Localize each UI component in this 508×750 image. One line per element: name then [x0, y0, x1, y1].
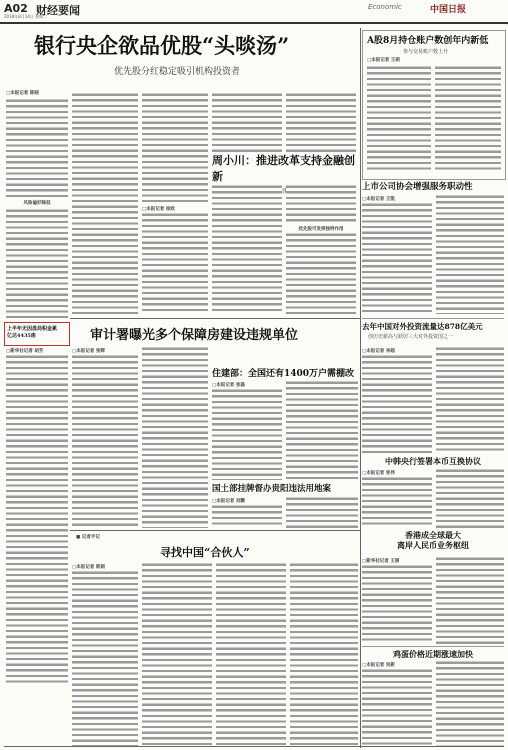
egg-story-headline [362, 646, 504, 661]
main-story-headline [6, 30, 358, 90]
main-story-body-col5 [286, 92, 356, 152]
left-box-title: 上半年无因盘局积金累 亿达4435座 [7, 326, 58, 339]
left-box-body [6, 354, 68, 684]
zhou-story-body-col4 [286, 232, 356, 314]
land-story-headline [212, 482, 358, 496]
hk-body-col1 [362, 564, 432, 644]
section-title: 财经要闻 [36, 4, 80, 17]
partner-body-col2 [142, 562, 212, 746]
egg-body-col2 [436, 660, 504, 746]
sidebar-title: A股8月持仓账户数创年内新低 [367, 36, 489, 46]
housing-body-col1 [212, 388, 282, 480]
zhou-story-body-col1 [142, 212, 208, 314]
egg-body-col1 [362, 668, 432, 746]
sidebar-byline: □本报记者 王硕 [367, 58, 400, 63]
footer-rule [4, 746, 504, 747]
sidebar-body-col1 [367, 65, 431, 173]
partner-section-label: ■ 记者手记 [76, 535, 100, 540]
sidebar-account-story [362, 30, 506, 180]
housing-story-headline [212, 366, 358, 380]
main-story-byline: □本报记者 陈晓 [6, 91, 39, 96]
zhou-story-body-col2 [212, 184, 282, 314]
section-rule [70, 530, 360, 531]
fdi-story-headline [362, 318, 504, 347]
swap-story-byline: □本报记者 张伟 [362, 471, 395, 476]
paper-name: 中国日报 [430, 5, 467, 15]
sidebar-body-col2 [435, 65, 501, 173]
zhou-story-byline: □本报记者 徐政 [142, 207, 175, 212]
hk-story-title: 香港成全球最大 离岸人民币业务枢纽 [397, 530, 469, 550]
section-rule [70, 318, 360, 319]
egg-story-title: 鸡蛋价格近期涨速加快 [393, 649, 473, 659]
swap-body-col1 [362, 476, 432, 528]
listed-story-byline: □本报记者 王凯 [362, 197, 395, 202]
partner-story-title: 寻找中国“合伙人” [160, 546, 250, 559]
partner-story-headline [72, 542, 358, 562]
listed-story-body-col1 [362, 202, 432, 314]
housing-story-title: 住建部：全国还有1400万户需棚改 [212, 369, 355, 379]
main-story-subtitle: 优先股分红稳定吸引机构投资者 [114, 67, 241, 77]
left-box-header [4, 322, 70, 346]
partner-body-col4 [290, 562, 358, 746]
fdi-story-byline: □本报记者 李超 [362, 349, 395, 354]
zhou-story-headline [212, 152, 358, 182]
audit-story-headline [72, 320, 358, 346]
edition-date: 2018年8月14日 星期二 [4, 14, 48, 19]
land-story-title: 国土部挂牌督办贵阳违法用地案 [212, 484, 332, 494]
main-story-body-col3 [142, 92, 208, 202]
fdi-story-subtitle: 创历史新高与跃居三大对外投资国之一 [368, 334, 454, 340]
page-number: A02 [4, 2, 28, 15]
main-story-body-col2 [72, 92, 138, 314]
egg-story-byline: □本报记者 吴新 [362, 663, 395, 668]
swap-story-title: 中韩央行签署本币互换协议 [385, 456, 481, 466]
land-story-byline: □本报记者 刘鹏 [212, 499, 245, 504]
section-english: Economic [368, 3, 402, 11]
audit-body-col2 [142, 346, 208, 528]
left-heading: 风险偏好降低 [23, 201, 51, 206]
hk-body-col2 [436, 556, 504, 644]
land-body-col2 [286, 496, 358, 528]
main-story-body-col4 [212, 92, 282, 152]
zhou-section-heading: 优先股可发挥独特作用 [298, 227, 344, 232]
hk-story-byline: □新华社记者 王丽 [362, 559, 400, 564]
column-rule [360, 28, 361, 748]
zhou-story-title: 周小川：推进改革支持金融创新 [212, 154, 355, 183]
partner-body-col1 [72, 570, 138, 746]
sidebar-subtitle: 参与交易账户数上升 [403, 49, 449, 55]
fdi-body-col2 [436, 346, 504, 454]
audit-story-title: 审计署曝光多个保障房建设违规单位 [90, 328, 299, 343]
listed-story-headline [362, 180, 504, 194]
housing-body-col2 [286, 380, 358, 480]
hk-story-headline [362, 530, 504, 554]
swap-story-headline [362, 456, 504, 468]
partner-body-col3 [216, 562, 286, 746]
main-story-body-col1b [6, 208, 68, 318]
swap-body-col2 [436, 468, 504, 528]
fdi-body-col1 [362, 354, 432, 454]
audit-story-byline: □本报记者 张辉 [72, 349, 105, 354]
page-header [0, 0, 508, 24]
listed-story-body-col2 [436, 194, 504, 314]
main-story-title: 银行央企欲品优股“头啖汤” [34, 33, 290, 58]
fdi-story-title: 去年中国对外投资流量达878亿美元 [362, 322, 483, 331]
listed-story-title: 上市公司协会增强服务职动性 [362, 182, 473, 192]
land-body-col1 [212, 504, 282, 528]
audit-body-col1 [72, 354, 138, 528]
main-story-body-col1 [6, 98, 68, 198]
housing-story-byline: □本报记者 张磊 [212, 383, 245, 388]
zhou-story-body-col3 [286, 184, 356, 224]
partner-story-byline: □本报记者 陈娟 [72, 565, 105, 570]
left-box-byline: □新华社记者 胡芳 [6, 349, 44, 354]
